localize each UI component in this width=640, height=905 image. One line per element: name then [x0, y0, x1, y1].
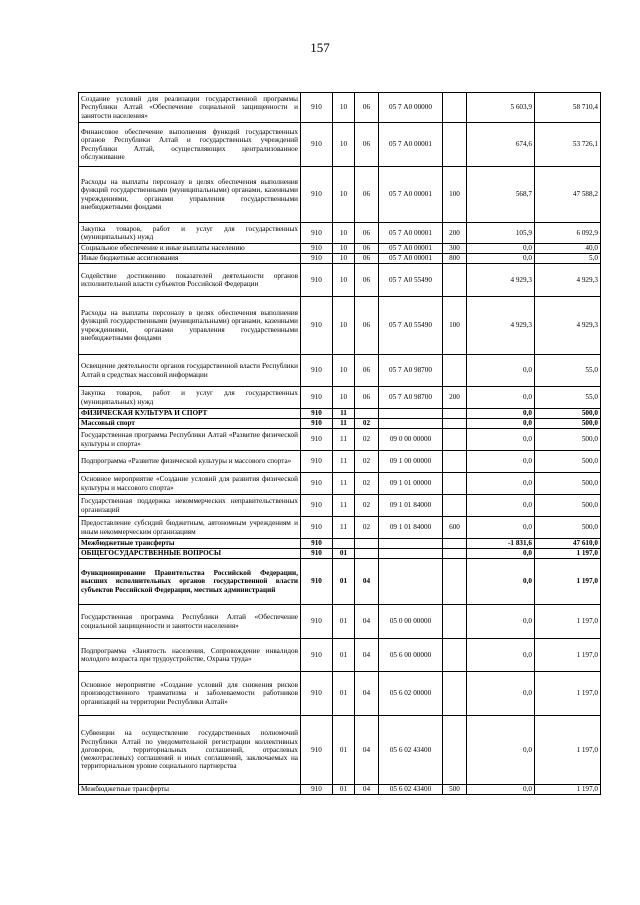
amount-change: -1 831,6: [467, 539, 535, 549]
item-name: ОБЩЕГОСУДАРСТВЕННЫЕ ВОПРОСЫ: [79, 549, 301, 559]
subsection-code: 06: [355, 387, 379, 409]
item-name: Закупка товаров, работ и услуг для государственных (муниципальных) нужд: [79, 387, 301, 409]
amount-total: 1 197,0: [535, 559, 601, 605]
table-row: [79, 387, 601, 409]
expense-type-code: [443, 451, 467, 473]
expense-type-code: 100: [443, 167, 467, 223]
item-name: Социальное обеспечение и иные выплаты населению: [79, 244, 301, 254]
expense-type-code: [443, 495, 467, 517]
subsection-code: 04: [355, 672, 379, 716]
item-name: Закупка товаров, работ и услуг для государственных (муниципальных) нужд: [79, 223, 301, 244]
target-article-code: 05 7 А0 00000: [379, 93, 443, 123]
amount-total: 500,0: [535, 517, 601, 539]
amount-total: 5,0: [535, 254, 601, 264]
table-row: [79, 419, 601, 429]
item-name: Массовый спорт: [79, 419, 301, 429]
target-article-code: 05 7 А0 00001: [379, 244, 443, 254]
target-article-code: 05 6 00 00000: [379, 639, 443, 672]
target-article-code: [379, 549, 443, 559]
section-code: 10: [333, 223, 355, 244]
ministry-code: 910: [301, 549, 333, 559]
subsection-code: [355, 549, 379, 559]
amount-total: 40,0: [535, 244, 601, 254]
amount-total: 500,0: [535, 419, 601, 429]
section-code: 11: [333, 495, 355, 517]
section-code: 10: [333, 123, 355, 167]
amount-total: 1 197,0: [535, 605, 601, 639]
target-article-code: 05 7 А0 98700: [379, 387, 443, 409]
ministry-code: 910: [301, 409, 333, 419]
amount-total: 4 929,3: [535, 297, 601, 355]
item-name: Субвенции на осуществление государственных полномочий Республики Алтай по уведомительной регистрации коллективных договоров, территориальных соглашений, отраслевых (межотраслевых) соглашений и иных соглашений, заключаемых на территориальном уровне социального партнерства: [79, 716, 301, 785]
target-article-code: 05 7 А0 00001: [379, 223, 443, 244]
amount-total: 1 197,0: [535, 785, 601, 795]
amount-change: 0,0: [467, 785, 535, 795]
table-row: [79, 123, 601, 167]
amount-total: 500,0: [535, 409, 601, 419]
target-article-code: 05 7 А0 55490: [379, 297, 443, 355]
subsection-code: 02: [355, 419, 379, 429]
target-article-code: [379, 559, 443, 605]
expense-type-code: [443, 716, 467, 785]
table-row: [79, 409, 601, 419]
section-code: [333, 539, 355, 549]
item-name: Расходы на выплаты персоналу в целях обеспечения выполнения функций государственными (муниципальными) органами, казенными учреждениями, органами управления государственными внебюджетными фондами: [79, 297, 301, 355]
target-article-code: [379, 409, 443, 419]
section-code: 10: [333, 167, 355, 223]
item-name: Основное мероприятие «Создание условий для снижения рисков производственного травматизма и заболеваемости работников организаций на территории Республики Алтай»: [79, 672, 301, 716]
expense-type-code: [443, 419, 467, 429]
subsection-code: 06: [355, 223, 379, 244]
amount-change: 0,0: [467, 419, 535, 429]
table-row: [79, 639, 601, 672]
ministry-code: 910: [301, 93, 333, 123]
amount-total: 55,0: [535, 355, 601, 387]
target-article-code: 05 7 А0 55490: [379, 264, 443, 297]
section-code: 01: [333, 716, 355, 785]
amount-total: 1 197,0: [535, 549, 601, 559]
expense-type-code: [443, 549, 467, 559]
item-name: Государственная поддержка некоммерческих неправительственных организаций: [79, 495, 301, 517]
section-code: 01: [333, 639, 355, 672]
ministry-code: 910: [301, 539, 333, 549]
ministry-code: 910: [301, 473, 333, 495]
expense-type-code: 200: [443, 387, 467, 409]
amount-change: 0,0: [467, 672, 535, 716]
expense-type-code: 800: [443, 254, 467, 264]
target-article-code: 05 7 А0 98700: [379, 355, 443, 387]
section-code: 11: [333, 409, 355, 419]
target-article-code: 05 7 А0 00001: [379, 254, 443, 264]
amount-change: 0,0: [467, 495, 535, 517]
amount-change: 0,0: [467, 517, 535, 539]
section-code: 10: [333, 254, 355, 264]
target-article-code: 09 1 01 84000: [379, 495, 443, 517]
subsection-code: 06: [355, 254, 379, 264]
target-article-code: 05 0 00 00000: [379, 605, 443, 639]
expense-type-code: [443, 93, 467, 123]
target-article-code: [379, 539, 443, 549]
expense-type-code: [443, 539, 467, 549]
section-code: 11: [333, 419, 355, 429]
table-row: [79, 716, 601, 785]
item-name: Финансовое обеспечение выполнения функций государственных органов Республики Алтай и государственных учреждений Республики Алтай, осуществляющих централизованное обслуживание: [79, 123, 301, 167]
amount-total: 500,0: [535, 451, 601, 473]
amount-total: 47 588,2: [535, 167, 601, 223]
table-row: [79, 495, 601, 517]
amount-total: 500,0: [535, 495, 601, 517]
amount-change: 0,0: [467, 451, 535, 473]
subsection-code: 06: [355, 264, 379, 297]
subsection-code: [355, 539, 379, 549]
item-name: Создание условий для реализации государственной программы Республики Алтай «Обеспечение социальной защищенности и занятости населения»: [79, 93, 301, 123]
section-code: 11: [333, 517, 355, 539]
table-row: [79, 167, 601, 223]
item-name: Государственная программа Республики Алтай «Развитие физической культуры и спорта»: [79, 429, 301, 451]
subsection-code: 06: [355, 123, 379, 167]
section-code: 10: [333, 297, 355, 355]
ministry-code: 910: [301, 639, 333, 672]
item-name: Иные бюджетные ассигнования: [79, 254, 301, 264]
ministry-code: 910: [301, 387, 333, 409]
amount-total: 1 197,0: [535, 672, 601, 716]
amount-change: 0,0: [467, 429, 535, 451]
table-row: [79, 254, 601, 264]
budget-table: [78, 92, 601, 795]
item-name: Подпрограмма «Занятость населения, Сопровождение инвалидов молодого возраста при трудоустройстве, Охрана труда»: [79, 639, 301, 672]
table-row: [79, 473, 601, 495]
table-row: [79, 549, 601, 559]
subsection-code: 06: [355, 297, 379, 355]
expense-type-code: 200: [443, 223, 467, 244]
ministry-code: 910: [301, 297, 333, 355]
amount-change: 5 603,9: [467, 93, 535, 123]
table-row: [79, 355, 601, 387]
amount-change: 0,0: [467, 605, 535, 639]
target-article-code: 05 6 02 00000: [379, 672, 443, 716]
section-code: 10: [333, 93, 355, 123]
ministry-code: 910: [301, 605, 333, 639]
expense-type-code: [443, 605, 467, 639]
page-number: 157: [310, 40, 330, 55]
subsection-code: 02: [355, 451, 379, 473]
section-code: 11: [333, 473, 355, 495]
section-code: 10: [333, 355, 355, 387]
amount-total: 6 092,9: [535, 223, 601, 244]
ministry-code: 910: [301, 167, 333, 223]
amount-change: 4 929,3: [467, 264, 535, 297]
section-code: 10: [333, 387, 355, 409]
item-name: Содействие достижению показателей деятельности органов исполнительной власти субъектов Российской Федерации: [79, 264, 301, 297]
table-row: [79, 429, 601, 451]
item-name: Основное мероприятие «Создание условий для развития физической культуры и массового спорта»: [79, 473, 301, 495]
amount-change: 0,0: [467, 559, 535, 605]
table-row: [79, 223, 601, 244]
expense-type-code: [443, 355, 467, 387]
table-row: [79, 264, 601, 297]
amount-change: 4 929,3: [467, 297, 535, 355]
amount-change: 0,0: [467, 639, 535, 672]
item-name: Подпрограмма «Развитие физической культуры и массового спорта»: [79, 451, 301, 473]
target-article-code: 09 1 01 84000: [379, 517, 443, 539]
ministry-code: 910: [301, 672, 333, 716]
amount-change: 0,0: [467, 244, 535, 254]
subsection-code: 04: [355, 785, 379, 795]
expense-type-code: [443, 123, 467, 167]
amount-change: 0,0: [467, 549, 535, 559]
subsection-code: 04: [355, 559, 379, 605]
ministry-code: 910: [301, 785, 333, 795]
expense-type-code: [443, 559, 467, 605]
budget-table-body: [79, 93, 601, 795]
ministry-code: 910: [301, 517, 333, 539]
subsection-code: 04: [355, 639, 379, 672]
subsection-code: 02: [355, 517, 379, 539]
section-code: 01: [333, 559, 355, 605]
subsection-code: 02: [355, 473, 379, 495]
section-code: 01: [333, 549, 355, 559]
amount-change: 0,0: [467, 716, 535, 785]
table-row: [79, 605, 601, 639]
target-article-code: 05 7 А0 00001: [379, 167, 443, 223]
amount-total: 55,0: [535, 387, 601, 409]
expense-type-code: [443, 429, 467, 451]
section-code: 10: [333, 264, 355, 297]
ministry-code: 910: [301, 495, 333, 517]
amount-total: 47 610,0: [535, 539, 601, 549]
table-row: [79, 559, 601, 605]
section-code: 11: [333, 429, 355, 451]
amount-change: 674,6: [467, 123, 535, 167]
expense-type-code: [443, 409, 467, 419]
amount-change: 105,9: [467, 223, 535, 244]
target-article-code: 05 7 А0 00001: [379, 123, 443, 167]
subsection-code: 04: [355, 605, 379, 639]
table-row: [79, 672, 601, 716]
amount-total: 1 197,0: [535, 639, 601, 672]
amount-change: 0,0: [467, 409, 535, 419]
expense-type-code: 500: [443, 785, 467, 795]
expense-type-code: 300: [443, 244, 467, 254]
target-article-code: 09 1 01 00000: [379, 473, 443, 495]
subsection-code: 02: [355, 495, 379, 517]
ministry-code: 910: [301, 419, 333, 429]
target-article-code: 05 6 02 43400: [379, 716, 443, 785]
item-name: ФИЗИЧЕСКАЯ КУЛЬТУРА И СПОРТ: [79, 409, 301, 419]
subsection-code: [355, 409, 379, 419]
ministry-code: 910: [301, 254, 333, 264]
table-row: [79, 785, 601, 795]
amount-change: 0,0: [467, 355, 535, 387]
ministry-code: 910: [301, 264, 333, 297]
expense-type-code: [443, 639, 467, 672]
amount-change: 568,7: [467, 167, 535, 223]
item-name: Межбюджетные трансферты: [79, 539, 301, 549]
ministry-code: 910: [301, 355, 333, 387]
section-code: 01: [333, 785, 355, 795]
section-code: 01: [333, 672, 355, 716]
section-code: 11: [333, 451, 355, 473]
item-name: Освещение деятельности органов государственной власти Республики Алтай в средствах массовой информации: [79, 355, 301, 387]
expense-type-code: 600: [443, 517, 467, 539]
ministry-code: 910: [301, 451, 333, 473]
expense-type-code: [443, 473, 467, 495]
subsection-code: 06: [355, 355, 379, 387]
expense-type-code: [443, 672, 467, 716]
target-article-code: [379, 419, 443, 429]
amount-total: 58 710,4: [535, 93, 601, 123]
ministry-code: 910: [301, 716, 333, 785]
expense-type-code: [443, 264, 467, 297]
table-row: [79, 297, 601, 355]
subsection-code: 06: [355, 167, 379, 223]
item-name: Предоставление субсидий бюджетным, автономным учреждениям и иным некоммерческим организациям: [79, 517, 301, 539]
amount-total: 4 929,3: [535, 264, 601, 297]
ministry-code: 910: [301, 559, 333, 605]
table-row: [79, 517, 601, 539]
item-name: Расходы на выплаты персоналу в целях обеспечения выполнения функций государственными (муниципальными) органами, казенными учреждениями, органами управления государственными внебюджетными фондами: [79, 167, 301, 223]
table-row: [79, 93, 601, 123]
amount-total: 500,0: [535, 429, 601, 451]
amount-total: 53 726,1: [535, 123, 601, 167]
subsection-code: 06: [355, 244, 379, 254]
item-name: Межбюджетные трансферты: [79, 785, 301, 795]
ministry-code: 910: [301, 244, 333, 254]
amount-change: 0,0: [467, 387, 535, 409]
amount-total: 1 197,0: [535, 716, 601, 785]
table-row: [79, 244, 601, 254]
ministry-code: 910: [301, 429, 333, 451]
expense-type-code: 100: [443, 297, 467, 355]
target-article-code: 09 1 00 00000: [379, 451, 443, 473]
target-article-code: 09 0 00 00000: [379, 429, 443, 451]
section-code: 01: [333, 605, 355, 639]
subsection-code: 06: [355, 93, 379, 123]
amount-change: 0,0: [467, 473, 535, 495]
ministry-code: 910: [301, 223, 333, 244]
table-row: [79, 451, 601, 473]
target-article-code: 05 6 02 43400: [379, 785, 443, 795]
amount-total: 500,0: [535, 473, 601, 495]
table-row: [79, 539, 601, 549]
section-code: 10: [333, 244, 355, 254]
ministry-code: 910: [301, 123, 333, 167]
item-name: Государственная программа Республики Алтай «Обеспечение социальной защищенности и занятости населения»: [79, 605, 301, 639]
amount-change: 0,0: [467, 254, 535, 264]
item-name: Функционирование Правительства Российской Федерации, высших исполнительных органов государственной власти субъектов Российской Федерации, местных администраций: [79, 559, 301, 605]
subsection-code: 02: [355, 429, 379, 451]
subsection-code: 04: [355, 716, 379, 785]
